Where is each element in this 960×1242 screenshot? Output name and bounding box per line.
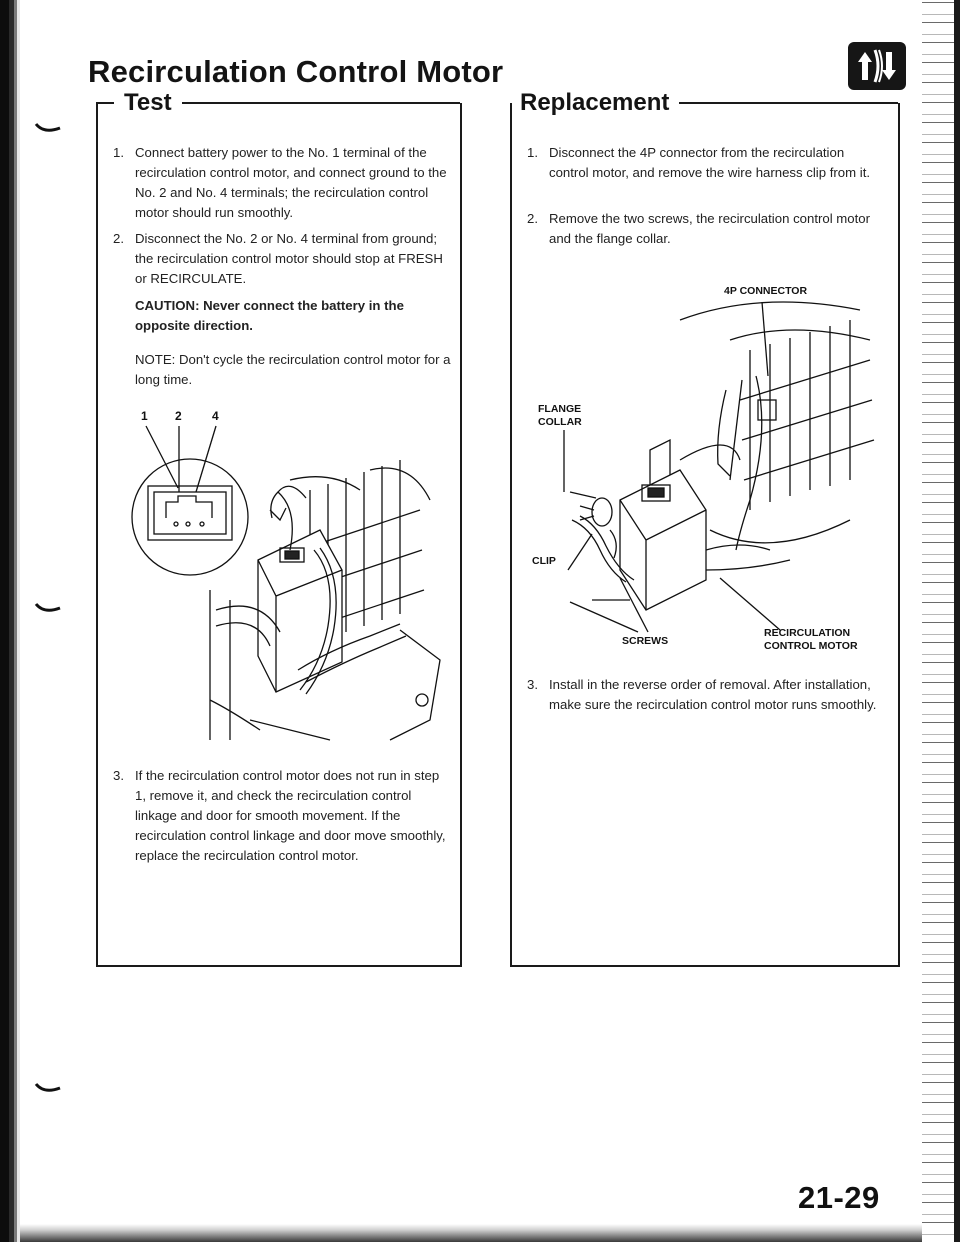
test-step-1 [113,143,453,223]
replacement-heading-label: Replacement [520,89,670,116]
replacement-step-3 [527,675,885,715]
replacement-step-2 [527,209,885,249]
usage-note [113,350,453,390]
step-text: Disconnect the No. 2 or No. 4 terminal from ground; the recirculation control motor should stop at FRESH or RECIRCULATE. [135,231,443,286]
step-number: 2. [527,211,538,226]
test-step-3 [113,766,453,866]
step-text: If the recirculation control motor does not run in step 1, remove it, and check the recirculation control linkage and door for smooth movement. If the recirculation control linkage and door move smoothly, replace the recirculation control motor. [135,768,446,863]
terminal-label-4: 4 [212,409,219,423]
terminal-label-2: 2 [175,409,182,423]
test-step-2 [113,229,453,289]
callout-screws: SCREWS [622,635,669,647]
step-number: 2. [113,231,124,246]
step-text: Disconnect the 4P connector from the recirculation control motor, and remove the wire harness clip from it. [549,145,871,180]
step-number: 3. [113,768,124,783]
step-number: 1. [113,145,124,160]
binding-edge-left [0,0,20,1242]
step-text: Remove the two screws, the recirculation control motor and the flange collar. [549,211,871,246]
replacement-motor-illustration [530,280,890,652]
step-text: Install in the reverse order of removal. After installation, make sure the recirculation control motor runs smoothly. [549,677,877,712]
note-text: NOTE: Don't cycle the recirculation control motor for a long time. [135,352,451,387]
caution-note [113,296,453,336]
page-title: Recirculation Control Motor [88,54,504,89]
margin-tick-mark [34,600,64,620]
replacement-step-1 [527,143,885,183]
margin-tick-mark [34,120,64,140]
step-text: Connect battery power to the No. 1 terminal of the recirculation control motor, and connect ground to the No. 2 and No. 4 terminals; the recirculation control motor should run smoothly. [135,145,447,220]
callout-flange-line-1: FLANGE [538,403,582,415]
test-heading-label: Test [124,89,172,116]
callout-motor-line-2: CONTROL MOTOR [764,640,858,652]
margin-tick-mark [34,1080,64,1100]
terminal-label-1: 1 [141,409,148,423]
step-number: 3. [527,677,538,692]
binding-edge-right [922,0,960,1242]
callout-4p-connector: 4P CONNECTOR [724,285,808,297]
page-bottom-edge [20,1212,922,1242]
caution-text: CAUTION: Never connect the battery in the opposite direction. [135,298,404,333]
test-motor-illustration [130,400,460,760]
hvac-airflow-icon [848,42,906,90]
page-number: 21-29 [798,1180,880,1215]
callout-flange-line-2: COLLAR [538,416,582,428]
callout-clip: CLIP [532,555,556,567]
callout-motor-line-1: RECIRCULATION [764,627,851,639]
step-number: 1. [527,145,538,160]
